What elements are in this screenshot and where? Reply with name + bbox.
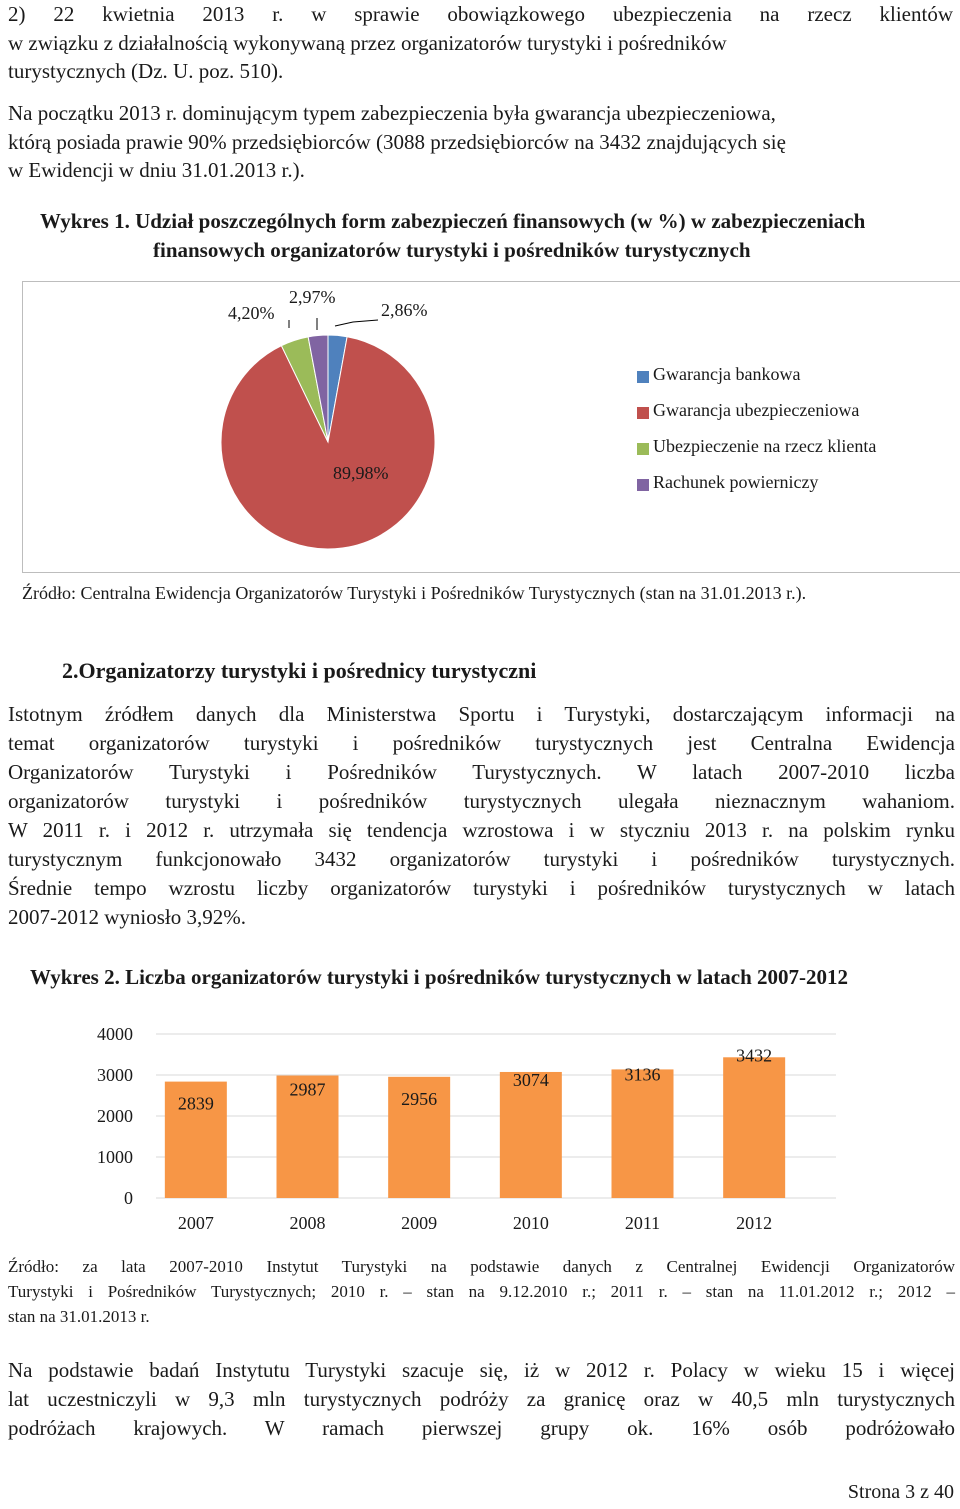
legend-swatch-2 — [637, 443, 649, 455]
bar-2010 — [500, 1069, 562, 1198]
section2-paragraph — [8, 700, 955, 932]
pie-label-1: 89,98% — [333, 463, 389, 483]
chart2-caption: Wykres 2. Liczba organizatorów turystyki i pośredników turystycznych w latach 2007-2012 — [30, 965, 849, 989]
s2-line-3: Organizatorów Turystyki i Pośredników Turystycznych. W latach 2007-2010 liczba — [8, 760, 955, 784]
legend-label-1: Gwarancja ubezpieczeniowa — [653, 400, 860, 420]
pie-leader-0 — [335, 320, 378, 326]
pie-label-0: 2,86% — [381, 300, 428, 320]
s2-line-8: 2007-2012 wyniosło 3,92%. — [8, 905, 246, 929]
c2-source-line-1: Źródło: za lata 2007-2010 Instytut Turystyki na podstawie danych z Centralnej Ewidencji Organizatorów — [8, 1257, 955, 1276]
closing-paragraph — [8, 1356, 955, 1443]
legend-swatch-0 — [637, 371, 649, 383]
y-tick-4: 0 — [124, 1188, 133, 1208]
intro-para-line-3: w Ewidencji w dniu 31.01.2013 r.). — [8, 158, 305, 182]
legend-label-0: Gwarancja bankowa — [653, 364, 801, 384]
legend-label-2: Ubezpieczenie na rzecz klienta — [653, 436, 877, 456]
item2-line-1: 2) 22 kwietnia 2013 r. w sprawie obowiązkowego ubezpieczenia na rzecz klientów — [8, 2, 953, 26]
page-number: Strona 3 z 40 — [847, 1481, 954, 1503]
x-tick-2012: 2012 — [736, 1213, 773, 1233]
chart2-source — [8, 1254, 955, 1329]
y-tick-0: 4000 — [97, 1024, 133, 1044]
pie-label-2: 4,20% — [228, 303, 275, 323]
chart1-caption-line-1: Wykres 1. Udział poszczególnych form zabezpieczeń finansowych (w %) w zabezpieczeniach — [40, 209, 866, 233]
intro-line-1 — [8, 0, 953, 29]
bar-chart — [76, 1012, 866, 1252]
bar-2011 — [612, 1069, 674, 1198]
intro-para-line-1: Na początku 2013 r. dominującym typem zabezpieczenia była gwarancja ubezpieczeniowa, — [8, 101, 776, 125]
c2-source-line-2: Turystyki i Pośredników Turystycznych; 2010 r. – stan na 9.12.2010 r.; 2011 r. – stan na 11.01.2012 r.; 2012 – — [8, 1282, 955, 1301]
y-tick-1: 3000 — [97, 1065, 133, 1085]
chart1-caption-line-2: finansowych organizatorów turystyki i pośredników turystycznych — [153, 238, 751, 262]
pie-chart-frame — [22, 281, 960, 573]
chart1-source: Źródło: Centralna Ewidencja Organizatorów Turystyki i Pośredników Turystycznych (stan na 31.01.2013 r.). — [22, 583, 807, 603]
bar-value-label-2011: 3136 — [624, 1064, 661, 1085]
bar-2012 — [723, 1057, 785, 1198]
pie-label-3: 2,97% — [289, 287, 336, 307]
bar-value-label-2010: 3074 — [512, 1069, 549, 1090]
s2-line-1: Istotnym źródłem danych dla Ministerstwa Sportu i Turystyki, dostarczającym informacji na — [8, 702, 955, 726]
x-tick-2007: 2007 — [177, 1213, 214, 1233]
c2-source-line-3: stan na 31.01.2013 r. — [8, 1307, 150, 1326]
x-tick-2009: 2009 — [401, 1213, 438, 1233]
s2-line-5: W 2011 r. i 2012 r. utrzymała się tendencja wzrostowa i w styczniu 2013 r. na polskim rynku — [8, 818, 955, 842]
x-tick-2008: 2008 — [289, 1213, 326, 1233]
s2-line-7: Średnie tempo wzrostu liczby organizatorów turystyki i pośredników turystycznych w latach — [8, 876, 955, 900]
x-tick-2011: 2011 — [624, 1213, 661, 1233]
s2-line-6: turystycznym funkcjonowało 3432 organizatorów turystyki i pośredników turystycznych. — [8, 847, 955, 871]
bar-value-label-2012: 3432 — [736, 1045, 773, 1066]
item2-line-3: turystycznych (Dz. U. poz. 510). — [8, 59, 284, 83]
bar-chart-frame — [76, 1012, 866, 1252]
closing-line-3: podróżach krajowych. W ramach pierwszej grupy ok. 16% osób podróżowało — [8, 1416, 955, 1440]
bar-value-label-2008: 2987 — [289, 1079, 326, 1100]
closing-line-2: lat uczestniczyli w 9,3 mln turystycznych podróży za granicę oraz w 40,5 mln turystycznych — [8, 1387, 955, 1411]
legend-swatch-1 — [637, 407, 649, 419]
bar-value-label-2009: 2956 — [401, 1088, 438, 1109]
s2-line-2: temat organizatorów turystyki i pośredników turystycznych jest Centralna Ewidencja — [8, 731, 955, 755]
bar-value-label-2007: 2839 — [177, 1093, 214, 1114]
x-tick-2010: 2010 — [512, 1213, 549, 1233]
closing-line-1: Na podstawie badań Instytutu Turystyki szacuje się, iż w 2012 r. Polacy w wieku 15 i więcej — [8, 1358, 955, 1382]
legend-swatch-3 — [637, 479, 649, 491]
y-tick-2: 2000 — [97, 1106, 133, 1126]
legend-label-3: Rachunek powierniczy — [653, 472, 819, 492]
section2-heading: 2.Organizatorzy turystyki i pośrednicy turystyczni — [62, 658, 537, 683]
s2-line-4: organizatorów turystyki i pośredników turystycznych ulegała nieznacznym wahaniom. — [8, 789, 955, 813]
item2-line-2: w związku z działalnością wykonywaną przez organizatorów turystyki i pośredników — [8, 31, 727, 55]
y-tick-3: 1000 — [97, 1147, 133, 1167]
intro-para-line-2: którą posiada prawie 90% przedsiębiorców (3088 przedsiębiorców na 3432 znajdujących się — [8, 130, 786, 154]
pie-chart — [23, 282, 960, 572]
